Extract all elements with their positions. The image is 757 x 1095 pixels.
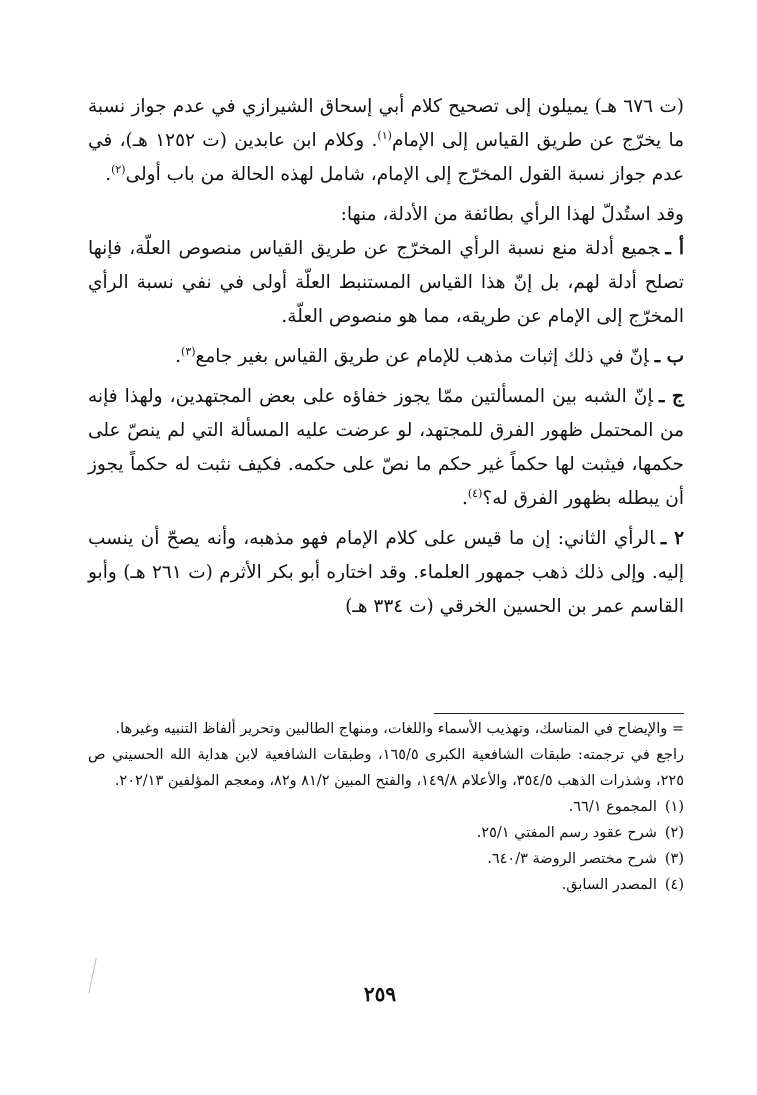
footnote-number: (١) (664, 799, 684, 815)
list-marker-2: ٢ ـ (660, 528, 684, 549)
footnote-number: (٣) (664, 851, 684, 867)
footnote-ref-3: (٣) (181, 344, 196, 358)
footnote-1 (88, 794, 684, 820)
footnote-text: المصدر السابق. (561, 877, 657, 893)
list-item-c-text: إنّ الشبه بين المسألتين ممّا يجوز خفاؤه على بعض المجتهدين، ولهذا فإنه من المحتمل ظهور الفرق للمجتهد، لو عرضت عليه المسألة التي لم ينصّ على حكمها، فيثبت لها حكماً غير حكم ما نصّ على حكمه. فكيف نثبت له حكماً يجوز أن يبطله بظهور الفرق له؟ (88, 386, 684, 509)
footnote-text: المجموع ٦٦/١. (568, 799, 657, 815)
paragraph-1-text-b: . وكلام ابن عابدين (ت ١٢٥٢ هـ)، في عدم جواز نسبة القول المخرّج إلى الإمام، شامل لهذه الحالة من باب أولى (88, 130, 684, 185)
footnote-text: شرح مختصر الروضة ٦٤٠/٣. (487, 851, 657, 867)
footnote-number: (٢) (664, 825, 684, 841)
list-item-2 (88, 522, 684, 624)
paragraph-1-end: . (105, 164, 112, 185)
footnote-text: شرح عقود رسم المفتي ٢٥/١. (476, 825, 657, 841)
list-marker-b: ب ـ (654, 346, 684, 367)
footnote-divider (434, 713, 684, 714)
footnote-4 (88, 872, 684, 898)
list-marker-a: أ ـ (665, 238, 684, 259)
list-marker-c: ج ـ (659, 386, 684, 407)
scan-mark (88, 958, 98, 994)
list-item-c (88, 380, 684, 516)
footnotes (88, 716, 684, 898)
list-item-b (88, 340, 684, 374)
list-item-a-text: جميع أدلة منع نسبة الرأي المخرّج عن طريق القياس منصوص العلّة، فإنها تصلح أدلة لهم، بل إنّ هذا القياس المستنبط العلّة أولى في نفي نسبة الرأي المخرّج إلى الإمام عن طريقه، مما هو منصوص العلّة. (88, 238, 684, 327)
footnote-2 (88, 820, 684, 846)
list-item-a (88, 232, 684, 334)
paragraph-2: وقد استُدلّ لهذا الرأي بطائفة من الأدلة، منها: (340, 204, 684, 225)
main-text (88, 90, 684, 624)
footnote-3 (88, 846, 684, 872)
footnote-continuation: = والإيضاح في المناسك، وتهذيب الأسماء واللغات، ومنهاج الطالبين وتحرير ألفاظ التنبيه وغيرها. (115, 721, 684, 737)
footnote-ref-4: (٤) (467, 486, 483, 500)
paragraph-1 (88, 90, 684, 192)
list-item-2-text: الرأي الثاني: إن ما قيس على كلام الإمام فهو مذهبه، وأنه يصحّ أن ينسب إليه. وإلى ذلك ذهب جمهور العلماء. وقد اختاره أبو بكر الأثرم (ت ٢٦١ هـ) وأبو القاسم عمر بن الحسين الخرقي (ت ٣٣٤ هـ) (88, 528, 684, 617)
paragraph-1-text: (ت ٦٧٦ هـ) يميلون إلى تصحيح كلام أبي إسحاق الشيرازي في عدم جواز نسبة ما يخرّج عن طريق القياس إلى الإمام (88, 96, 685, 151)
footnote-number: (٤) (664, 877, 684, 893)
footnote-ref-2: (٢) (111, 162, 126, 176)
footnote-references: راجع في ترجمته: طبقات الشافعية الكبرى ١٦٥/٥، وطبقات الشافعية لابن هداية الله الحسيني ص ٢٢٥، وشذرات الذهب ٣٥٤/٥، والأعلام ١٤٩/٨، والفتح المبين ٨١/٢ و٨٢، ومعجم المؤلفين ٢٠٢/١٣. (88, 747, 684, 789)
list-item-b-end: . (175, 346, 182, 367)
list-item-c-end: . (461, 488, 468, 509)
list-item-b-text: إنّ في ذلك إثبات مذهب للإمام عن طريق القياس بغير جامع (195, 346, 649, 367)
page-number: ٢٥٩ (363, 982, 397, 1006)
footnote-ref-1: (١) (377, 128, 392, 142)
